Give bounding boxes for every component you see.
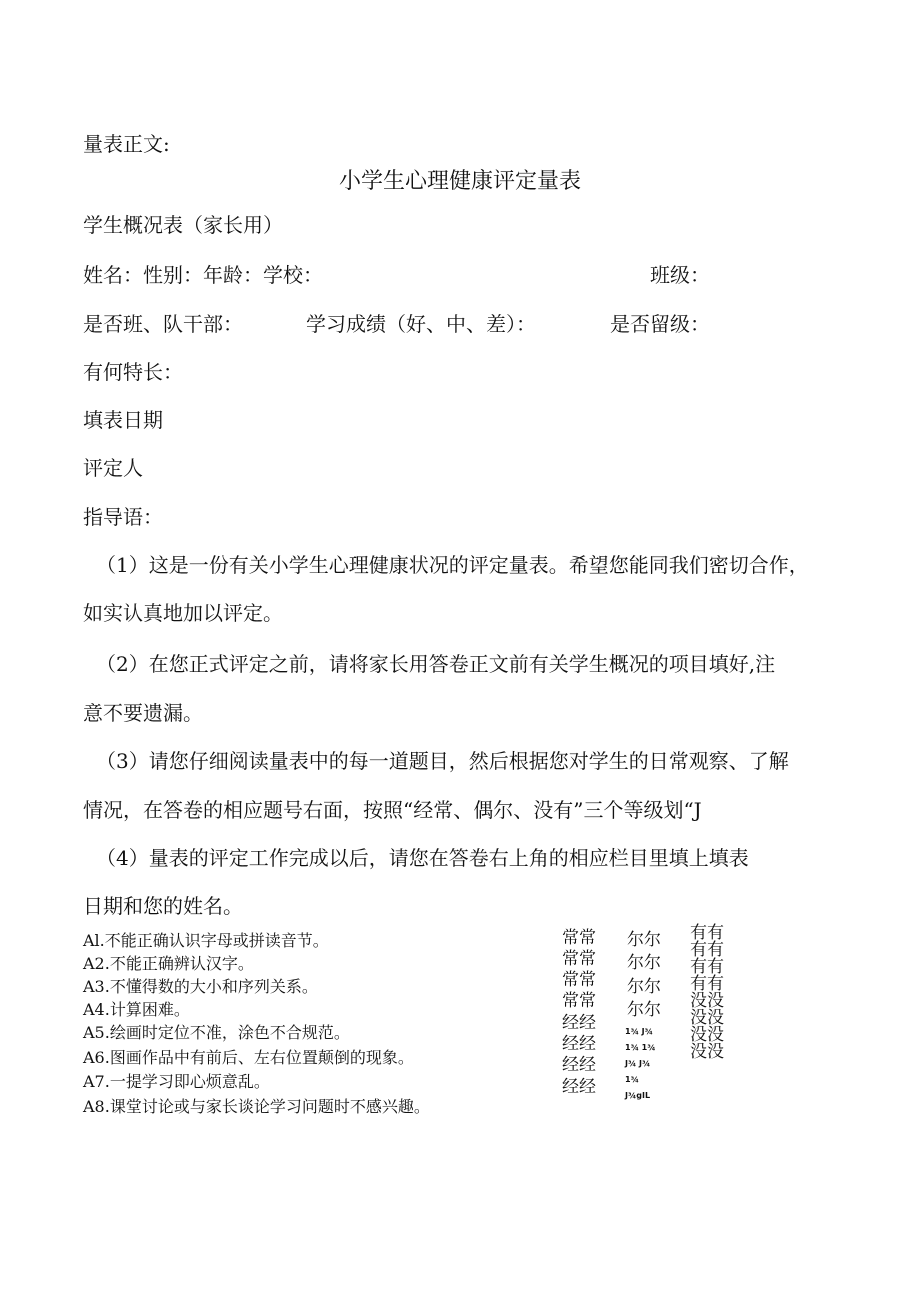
instruction-1-line2: 如实认真地加以评定。 (83, 601, 283, 625)
item-a7: A7.一提学习即心烦意乱。 (83, 1072, 270, 1091)
field-grades: 学习成绩（好、中、差）： (306, 312, 536, 336)
option-never-1: 有有 (690, 923, 724, 943)
option-never-5: 没没 (690, 991, 724, 1011)
option-often-5: 经经 (562, 1013, 596, 1033)
item-a5: A5.绘画时定位不准，涂色不合规范。 (83, 1023, 350, 1042)
option-sometimes-garbled-3: J¾ J¾ (625, 1059, 651, 1068)
option-never-8: 没没 (690, 1042, 724, 1062)
item-a1: Al.不能正确认识字母或拼读音节。 (83, 931, 329, 950)
field-date: 填表日期 (83, 408, 163, 432)
instruction-3-line2: 情况，在答卷的相应题号右面，按照“经常、偶尔、没有”三个等级划“J (83, 798, 702, 822)
document-title: 小学生心理健康评定量表 (338, 169, 581, 194)
option-sometimes-4: 尔尔 (627, 1000, 661, 1020)
form-subtitle: 学生概况表（家长用） (83, 213, 283, 237)
item-a4: A4.计算困难。 (83, 1000, 190, 1019)
option-never-2: 有有 (690, 940, 724, 960)
field-class: 班级： (650, 263, 710, 287)
option-never-6: 没没 (690, 1008, 724, 1028)
section-heading: 量表正文: (83, 132, 170, 156)
guide-label: 指导语： (83, 505, 163, 529)
item-a8: A8.课堂讨论或与家长谈论学习问题时不感兴趣。 (83, 1097, 430, 1116)
field-name-gender-age-school: 姓名：性别：年龄：学校： (83, 263, 323, 287)
field-repeat: 是否留级： (610, 312, 710, 336)
item-a2: A2.不能正确辨认汉字。 (83, 954, 254, 973)
option-often-1: 常常 (562, 928, 596, 948)
item-a6: A6.图画作品中有前后、左右位置颠倒的现象。 (83, 1048, 414, 1067)
option-often-7: 经经 (562, 1055, 596, 1075)
instruction-2-line1: （2）在您正式评定之前，请将家长用答卷正文前有关学生概况的项目填好,注 (96, 652, 776, 676)
option-sometimes-garbled-1: 1¾ J¾ (625, 1027, 653, 1036)
option-sometimes-garbled-4: 1¾ (625, 1075, 639, 1084)
instruction-4-line1: （4）量表的评定工作完成以后，请您在答卷右上角的相应栏目里填上填表 (96, 846, 749, 870)
instruction-4-line2: 日期和您的姓名。 (83, 894, 243, 918)
option-sometimes-3: 尔尔 (627, 977, 661, 997)
instruction-1-line1: （1）这是一份有关小学生心理健康状况的评定量表。希望您能同我们密切合作， (96, 553, 809, 577)
option-often-8: 经经 (562, 1077, 596, 1097)
field-rater: 评定人 (83, 456, 143, 480)
item-a3: A3.不懂得数的大小和序列关系。 (83, 977, 318, 996)
field-specialty: 有何特长： (83, 360, 183, 384)
option-never-3: 有有 (690, 957, 724, 977)
option-sometimes-1: 尔尔 (627, 930, 661, 950)
option-often-4: 常常 (562, 991, 596, 1011)
option-often-6: 经经 (562, 1034, 596, 1054)
option-sometimes-garbled-5: J¾gIL (625, 1091, 651, 1100)
field-cadre: 是否班、队干部： (83, 312, 243, 336)
option-often-2: 常常 (562, 949, 596, 969)
instruction-2-line2: 意不要遗漏。 (83, 701, 203, 725)
option-sometimes-garbled-2: 1¾ 1¾ (625, 1043, 656, 1052)
option-never-4: 有有 (690, 974, 724, 994)
option-sometimes-2: 尔尔 (627, 953, 661, 973)
option-often-3: 常常 (562, 970, 596, 990)
instruction-3-line1: （3）请您仔细阅读量表中的每一道题目，然后根据您对学生的日常观察、了解 (96, 749, 789, 773)
option-never-7: 没没 (690, 1025, 724, 1045)
